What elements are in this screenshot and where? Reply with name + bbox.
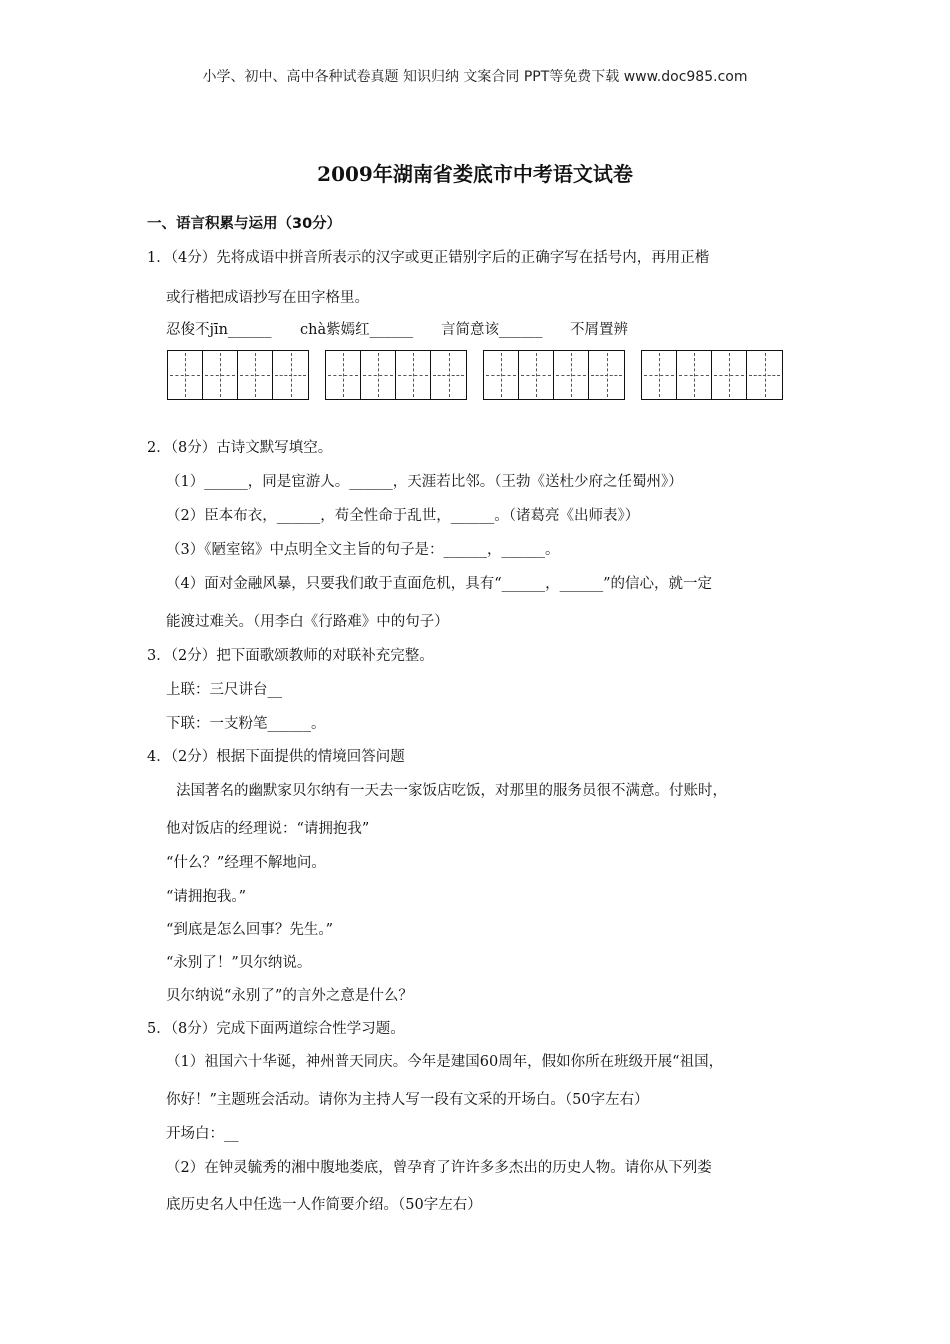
q5-sub2a: （2）在钟灵毓秀的湘中腹地娄底，曾孕育了许许多多杰出的历史人物。请你从下列娄 bbox=[166, 1160, 712, 1176]
tianzi-grid-2[interactable] bbox=[325, 350, 467, 400]
page-header: 小学、初中、高中各种试卷真题 知识归纳 文案合同 PPT等免费下载 www.doc985.com bbox=[202, 69, 748, 85]
q5-sub1a: （1）祖国六十华诞，神州普天同庆。今年是建国60周年，假如你所在班级开展“祖国， bbox=[166, 1054, 724, 1070]
q4-para2: 他对饭店的经理说：“请拥抱我” bbox=[166, 821, 370, 837]
grid-cell[interactable] bbox=[168, 351, 203, 399]
grid-cell[interactable] bbox=[361, 351, 396, 399]
grid-cell[interactable] bbox=[396, 351, 431, 399]
idiom-3: 言简意该______ bbox=[441, 322, 543, 338]
exam-title: 2009年湖南省娄底市中考语文试卷 bbox=[317, 162, 633, 186]
q4-para4: “请拥抱我。” bbox=[166, 889, 247, 905]
grid-cell[interactable] bbox=[642, 351, 677, 399]
q5-opening-line: 开场白：__ bbox=[166, 1126, 239, 1142]
q5-sub2b: 底历史名人中任选一人作简要介绍。（50字左右） bbox=[166, 1197, 482, 1213]
grid-cell[interactable] bbox=[431, 351, 466, 399]
q4-question: 贝尔纳说“永别了”的言外之意是什么？ bbox=[166, 988, 413, 1004]
q2-item4b: 能渡过难关。（用李白《行路难》中的句子） bbox=[166, 614, 449, 630]
idiom-2: chà紫嫣红______ bbox=[300, 322, 414, 338]
grid-cell[interactable] bbox=[677, 351, 712, 399]
grid-cell[interactable] bbox=[238, 351, 273, 399]
section-heading: 一、语言积累与运用（30分） bbox=[147, 216, 342, 232]
grid-cell[interactable] bbox=[712, 351, 747, 399]
q2-head: 2．（8分）古诗文默写填空。 bbox=[147, 440, 333, 456]
q5-head: 5．（8分）完成下面两道综合性学习题。 bbox=[147, 1021, 405, 1037]
q5-sub1b: 你好！”主题班会活动。请你为主持人写一段有文采的开场白。（50字左右） bbox=[166, 1092, 649, 1108]
q3-head: 3．（2分）把下面歌颂教师的对联补充完整。 bbox=[147, 648, 434, 664]
grid-cell[interactable] bbox=[747, 351, 782, 399]
tianzi-grid-3[interactable] bbox=[483, 350, 625, 400]
tianzi-grid-1[interactable] bbox=[167, 350, 309, 400]
q4-head: 4．（2分）根据下面提供的情境回答问题 bbox=[147, 749, 405, 765]
q4-para3: “什么？”经理不解地问。 bbox=[166, 855, 326, 871]
couplet-upper: 上联：三尺讲台__ bbox=[166, 682, 282, 698]
q2-item4a: （4）面对金融风暴，只要我们敢于直面危机，具有“______，______”的信心，就一定 bbox=[166, 576, 713, 592]
idiom-4: 不屑置辨 bbox=[570, 322, 628, 338]
couplet-lower: 下联：一支粉笔______。 bbox=[166, 716, 326, 732]
grid-cell[interactable] bbox=[484, 351, 519, 399]
grid-cell[interactable] bbox=[589, 351, 624, 399]
grid-cell[interactable] bbox=[519, 351, 554, 399]
q4-para5: “到底是怎么回事？先生。” bbox=[166, 922, 334, 938]
idiom-1: 忍俊不jīn______ bbox=[166, 322, 272, 338]
q2-item1: （1）______，同是宦游人。______，天涯若比邻。（王勃《送杜少府之任蜀州》） bbox=[166, 474, 683, 490]
grid-cell[interactable] bbox=[554, 351, 589, 399]
tianzi-grid-4[interactable] bbox=[641, 350, 783, 400]
q1-line2: 或行楷把成语抄写在田字格里。 bbox=[166, 290, 369, 306]
q1-line1: 1．（4分）先将成语中拼音所表示的汉字或更正错别字后的正确字写在括号内，再用正楷 bbox=[147, 250, 710, 266]
grid-cell[interactable] bbox=[203, 351, 238, 399]
q4-para6: “永别了！”贝尔纳说。 bbox=[166, 955, 312, 971]
q2-item2: （2）臣本布衣，______，苟全性命于乱世，______。（诸葛亮《出师表》） bbox=[166, 508, 640, 524]
q4-para1: 法国著名的幽默家贝尔纳有一天去一家饭店吃饭，对那里的服务员很不满意。付账时， bbox=[176, 783, 727, 799]
q2-item3: （3）《陋室铭》中点明全文主旨的句子是：______，______。 bbox=[166, 542, 560, 558]
grid-cell[interactable] bbox=[326, 351, 361, 399]
grid-cell[interactable] bbox=[273, 351, 308, 399]
